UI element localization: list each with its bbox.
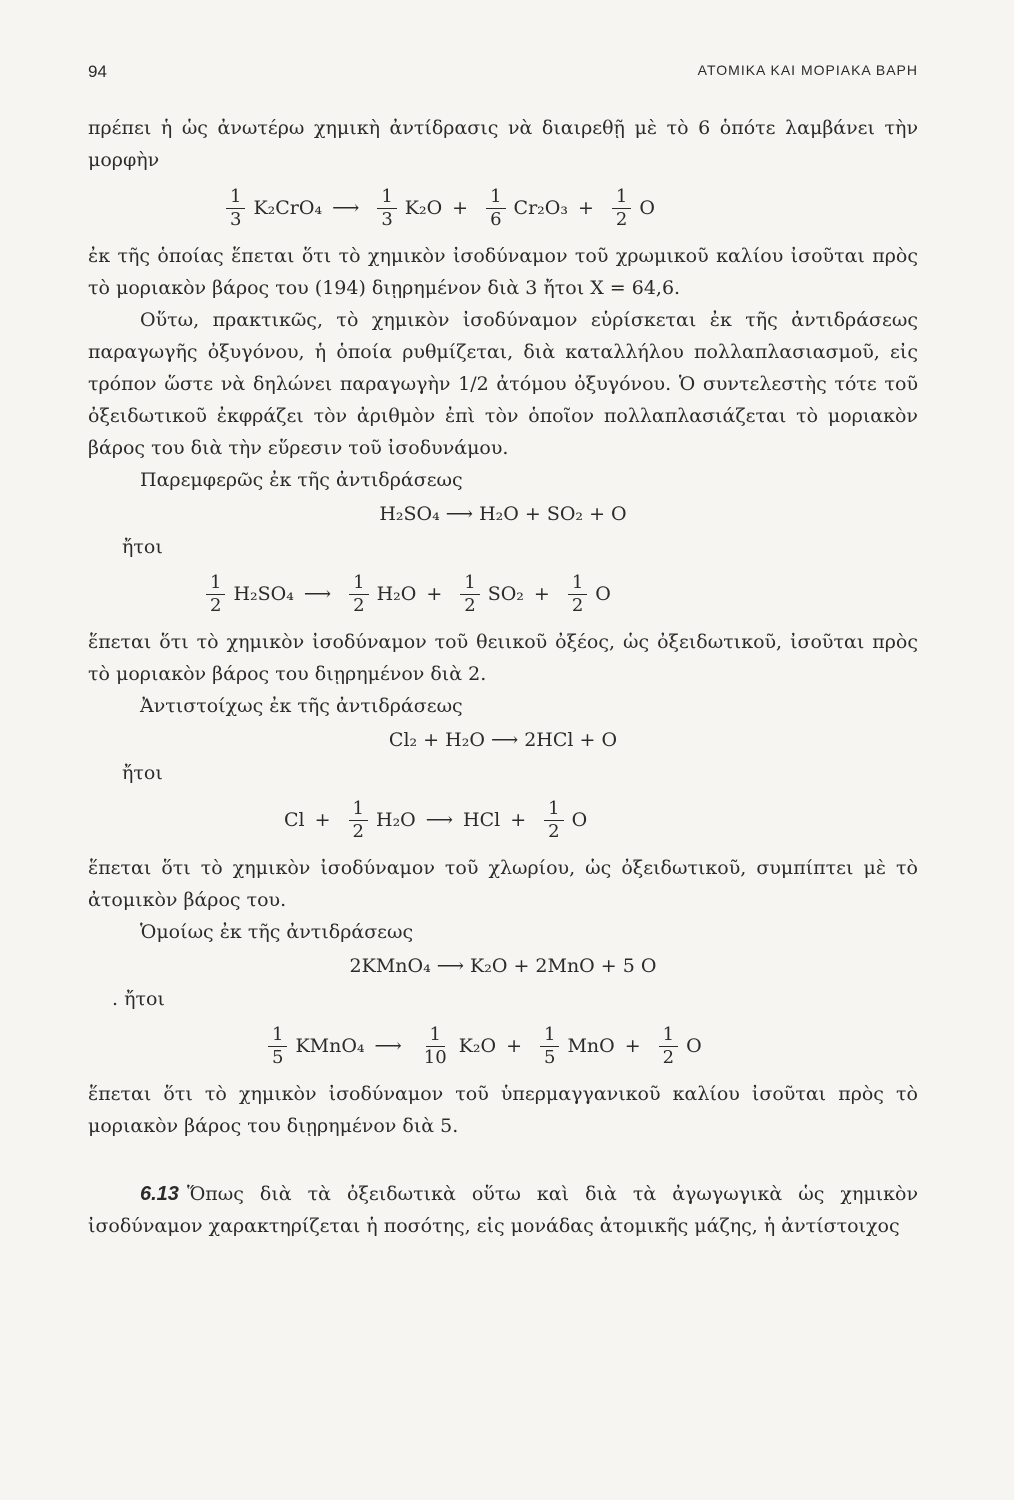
formula: K₂CrO₄ xyxy=(253,197,323,219)
equation-cl2: Cl₂ + H₂O ⟶ 2HCl + O xyxy=(388,729,618,751)
plus-sign: + xyxy=(533,583,550,605)
page-header xyxy=(88,62,918,86)
formula: H₂O xyxy=(376,809,416,831)
fraction: $\frac{1}{2}$ xyxy=(659,1024,678,1069)
fraction: $\frac{1}{2}$ xyxy=(349,798,368,843)
reaction-arrow: ⟶ xyxy=(303,583,332,605)
fraction: $\frac{1}{3}$ xyxy=(226,186,245,231)
plus-sign: + xyxy=(426,583,443,605)
section-number: 6.13 xyxy=(140,1183,179,1205)
paragraph-4: Παρεμφερῶς ἐκ τῆς ἀντιδράσεως xyxy=(140,469,463,491)
equation-h2so4-fractional xyxy=(88,562,918,626)
paragraph-6: Ἀντιστοίχως ἐκ τῆς ἀντιδράσεως xyxy=(140,695,463,717)
page-number: 94 xyxy=(88,62,107,81)
paragraph-5: ἕπεται ὅτι τὸ χημικὸν ἰσοδύναμον τοῦ θειικοῦ ὀξέος, ὡς ὀξειδωτικοῦ, ἰσοῦται πρὸς τὸ μοριακὸν βάρος του διῃρημένον διὰ 2. xyxy=(88,631,918,685)
fraction: $\frac{1}{2}$ xyxy=(612,186,631,231)
formula: H₂SO₄ xyxy=(233,583,294,605)
paragraph-9: ἕπεται ὅτι τὸ χημικὸν ἰσοδύναμον τοῦ ὑπερμαγγανικοῦ καλίου ἰσοῦται πρὸς τὸ μοριακὸν βάρος του διῃρημένον διὰ 5. xyxy=(88,1083,918,1137)
page-body xyxy=(88,112,918,1242)
paragraph-1: πρέπει ἡ ὡς ἀνωτέρω χημικὴ ἀντίδρασις νὰ διαιρεθῇ μὲ τὸ 6 ὁπότε λαμβάνει τὴν μορφὴν xyxy=(88,117,918,171)
equation-cl-fractional xyxy=(88,788,918,852)
formula: O xyxy=(571,809,588,831)
paragraph-7: ἕπεται ὅτι τὸ χημικὸν ἰσοδύναμον τοῦ χλωρίου, ὡς ὀξειδωτικοῦ, συμπίπτει μὲ τὸ ἀτομικὸν βάρος του. xyxy=(88,857,918,911)
running-title: ΑΤΟΜΙΚΑ ΚΑΙ ΜΟΡΙΑΚΑ ΒΑΡΗ xyxy=(697,62,918,78)
formula: K₂O xyxy=(458,1035,497,1057)
fraction: $\frac{1}{5}$ xyxy=(268,1024,287,1069)
plus-sign: + xyxy=(577,197,594,219)
paragraph-8: Ὁμοίως ἐκ τῆς ἀντιδράσεως xyxy=(140,921,414,943)
reaction-arrow: ⟶ xyxy=(374,1035,402,1057)
section-paragraph xyxy=(88,1178,918,1242)
label-itoi: ἤτοι xyxy=(122,762,163,784)
fraction: $\frac{1}{2}$ xyxy=(544,798,563,843)
fraction: $\frac{1}{10}$ xyxy=(423,1023,447,1068)
fraction: $\frac{1}{2}$ xyxy=(568,572,587,617)
equation-kmno4: 2KMnO₄ ⟶ K₂O + 2MnO + 5 O xyxy=(349,955,657,977)
fraction: $\frac{1}{5}$ xyxy=(540,1024,559,1069)
formula: O xyxy=(595,583,611,605)
reaction-arrow: ⟶ xyxy=(425,809,454,831)
fraction: $\frac{1}{2}$ xyxy=(206,572,225,617)
formula: HCl xyxy=(463,809,501,831)
plus-sign: + xyxy=(510,809,527,831)
formula: Cl xyxy=(284,809,305,831)
formula: O xyxy=(639,197,655,219)
plus-sign: + xyxy=(452,197,469,219)
equation-kmno4-fractional xyxy=(88,1014,918,1078)
formula: KMnO₄ xyxy=(295,1035,365,1057)
formula: SO₂ xyxy=(487,583,524,605)
plus-sign: + xyxy=(314,809,331,831)
formula: H₂O xyxy=(376,583,417,605)
formula: Cr₂O₃ xyxy=(513,197,568,219)
formula: K₂O xyxy=(404,197,443,219)
paragraph-2: ἐκ τῆς ὁποίας ἕπεται ὅτι τὸ χημικὸν ἰσοδύναμον τοῦ χρωμικοῦ καλίου ἰσοῦται πρὸς τὸ μοριακὸν βάρος του (194) διῃρημένον διὰ 3 ἤτοι X = 64,6. xyxy=(88,245,918,299)
label-itoi: ἤτοι xyxy=(122,536,163,558)
equation-h2so4: H₂SO₄ ⟶ H₂O + SO₂ + O xyxy=(379,503,627,525)
label-itoi: . ἤτοι xyxy=(112,988,165,1010)
fraction: $\frac{1}{6}$ xyxy=(486,186,505,231)
formula: MnO xyxy=(567,1035,615,1057)
equation-k2cro4-fractional xyxy=(88,176,918,240)
paragraph-3: Οὕτω, πρακτικῶς, τὸ χημικὸν ἰσοδύναμον εὑρίσκεται ἐκ τῆς ἀντιδράσεως παραγωγῆς ὀξυγόνου, ἡ ὁποία ρυθμίζεται, διὰ καταλλήλου πολλαπλασιασμοῦ, εἰς τρόπον ὥστε νὰ δηλώνει παραγωγὴν 1/2 ἀτόμου ὀξυγόνου. Ὁ συντελεστὴς τότε τοῦ ὀξειδωτικοῦ ἐκφράζει τὸν ἀριθμὸν ἐπὶ τὸν ὁποῖον πολλαπλασιάζεται τὸ μοριακὸν βάρος του διὰ τὴν εὕρεσιν τοῦ ἰσοδυνάμου. xyxy=(88,309,918,459)
fraction: $\frac{1}{2}$ xyxy=(349,572,368,617)
fraction: $\frac{1}{3}$ xyxy=(377,186,396,231)
fraction: $\frac{1}{2}$ xyxy=(460,572,479,617)
reaction-arrow: ⟶ xyxy=(332,197,360,219)
plus-sign: + xyxy=(624,1035,641,1057)
section-text: Ὅπως διὰ τὰ ὀξειδωτικὰ οὕτω καὶ διὰ τὰ ἀγωγωγικὰ ὡς χημικὸν ἰσοδύναμον χαρακτηρίζεται ἡ ποσότης, εἰς μονάδας ἀτομικῆς μάζης, ἡ ἀντίστοιχος xyxy=(88,1183,918,1237)
formula: O xyxy=(686,1035,702,1057)
plus-sign: + xyxy=(506,1035,523,1057)
